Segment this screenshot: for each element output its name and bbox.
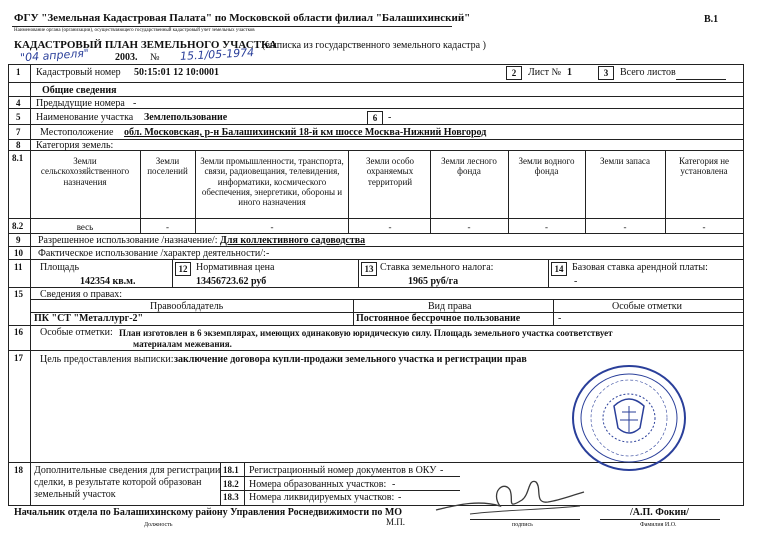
special-notes-label: Особые отметки: (40, 327, 113, 338)
row-9-number: 9 (16, 235, 21, 245)
official-seal-stamp (570, 362, 688, 474)
category-col-water: Земли водного фонда (518, 156, 575, 177)
row-10-number: 10 (14, 248, 23, 258)
row-8-number: 8 (16, 140, 21, 150)
sheet-box-number: 2 (506, 66, 522, 80)
category-value-industry: - (270, 222, 274, 232)
row-18-2-number: 18.2 (223, 479, 239, 489)
category-col-agricultural: Земли сельскохозяйственного назначения (40, 156, 130, 187)
org-name: ФГУ "Земельная Кадастровая Палата" по Московской области филиал "Балашихинский" (14, 12, 471, 24)
sheet-label: Лист № (528, 67, 561, 78)
doc-subtitle: (выписка из государственного земельного кадастра ) (262, 40, 486, 51)
row-line (220, 490, 460, 491)
land-category-label: Категория земель: (36, 140, 114, 151)
row-7-number: 7 (16, 127, 21, 137)
seal-place-mark: М.П. (386, 517, 406, 527)
rent-rate-label: Базовая ставка арендной платы: (572, 262, 708, 273)
col-line (353, 299, 354, 325)
general-info-heading: Общие сведения (42, 85, 117, 96)
area-label: Площадь (40, 262, 79, 273)
row-line (8, 150, 743, 151)
category-col-protected: Земли особо охраняемых территорий (365, 156, 415, 187)
rights-marks-header: Особые отметки (612, 301, 682, 312)
row-18-1-number: 18.1 (223, 465, 239, 475)
row-line (8, 233, 743, 234)
rent-rate-value: - (574, 276, 578, 287)
rights-label: Сведения о правах: (40, 289, 123, 300)
total-box-number: 3 (598, 66, 614, 80)
rights-holder-value: ПК "СТ "Металлург-2" (34, 313, 144, 324)
category-col-undetermined: Категория не установлена (678, 156, 730, 177)
col-line (548, 259, 549, 287)
land-tax-label: Ставка земельного налога: (380, 262, 494, 273)
row-18-3-number: 18.3 (223, 492, 239, 502)
row-line (8, 350, 743, 351)
liquidated-parcels-label: Номера ликвидируемых участков: (249, 492, 395, 503)
okU-registration-label: Регистрационный номер документов в ОКУ (249, 465, 437, 476)
actual-use-value: - (266, 248, 270, 259)
position-caption: Должность (144, 522, 173, 528)
row-line (8, 139, 743, 140)
col-line (665, 150, 666, 233)
category-value-forest: - (467, 222, 471, 232)
category-value-settlements: - (166, 222, 169, 232)
handwritten-date: "04 апреля" (19, 46, 90, 65)
right-type-header: Вид права (428, 301, 472, 312)
parcel-name-value: Землепользование (144, 112, 228, 123)
formed-parcels-value: - (392, 479, 396, 490)
row-line (30, 299, 743, 300)
row-6-box: 6 (367, 111, 383, 125)
additional-info-label-1: Дополнительные сведения для регистрации (34, 465, 221, 476)
row-line (8, 325, 743, 326)
row-8-1-number: 8.1 (12, 153, 24, 163)
doc-no-label: № (150, 52, 160, 63)
handwritten-doc-number: 15.1/05-1974 (179, 46, 255, 63)
normative-price-value: 13456723.62 руб (196, 276, 267, 287)
name-caption: Фамилия И.О. (640, 522, 677, 528)
total-sheets-label: Всего листов (620, 67, 676, 78)
parcel-name-label: Наименование участка (36, 112, 134, 123)
row-line (8, 82, 743, 83)
category-col-forest: Земли лесного фонда (441, 156, 497, 177)
number-column-divider (30, 64, 31, 505)
permitted-use-value: Для коллективного садоводства (220, 235, 366, 246)
row-18-number: 18 (14, 465, 23, 475)
cadastral-number-label: Кадастровый номер (36, 67, 121, 78)
row-line (8, 246, 743, 247)
actual-use-label: Фактическое использование /характер деятельности/: (38, 248, 266, 259)
liquidated-parcels-value: - (398, 492, 402, 503)
formed-parcels-label: Номера образованных участков: (249, 479, 387, 490)
row-14-number: 14 (551, 262, 567, 276)
land-tax-value: 1965 руб/га (408, 276, 459, 287)
row-line (8, 218, 743, 219)
category-value-agricultural: весь (76, 222, 94, 232)
row-4-number: 4 (16, 98, 21, 108)
purpose-label: Цель предоставления выписки: (40, 354, 174, 365)
special-notes-line2: материалам межевания. (133, 339, 232, 349)
rights-marks-value: - (558, 313, 562, 324)
cadastral-number-value: 50:15:01 12 10:0001 (134, 67, 219, 78)
row-line (8, 259, 743, 260)
additional-info-label-3: земельный участок (34, 489, 116, 500)
category-col-settlements: Земли поселений (147, 156, 188, 177)
col-line (244, 462, 245, 505)
name-line (600, 519, 720, 520)
row-13-number: 13 (361, 262, 377, 276)
row-12-number: 12 (175, 262, 191, 276)
category-value-undetermined: - (702, 222, 706, 232)
row-line (8, 96, 743, 97)
col-line (220, 462, 221, 505)
row-5-number: 5 (16, 112, 21, 122)
permitted-use-label: Разрешенное использование /назначение/: (38, 235, 218, 246)
col-line (430, 150, 431, 233)
category-value-protected: - (388, 222, 392, 232)
area-value: 142354 кв.м. (80, 276, 136, 287)
doc-year: 2003. (115, 52, 138, 63)
row-8-2-number: 8.2 (12, 221, 24, 231)
org-underline (12, 26, 452, 27)
row-line (8, 287, 743, 288)
col-line (553, 299, 554, 325)
col-line (358, 259, 359, 287)
col-line (508, 150, 509, 233)
handwritten-signature (430, 470, 590, 522)
sheet-value: 1 (567, 67, 572, 78)
category-col-industry: Земли промышленности, транспорта, связи, радиовещания, телевидения, информатики, космического обеспечения, энергетики, обороны и иного назначения (200, 156, 344, 208)
category-col-reserve: Земли запаса (599, 156, 651, 166)
col-line (172, 259, 173, 287)
location-value: обл. Московская, р-н Балашихинский 18-й км шоссе Москва-Нижний Новгород (124, 127, 487, 138)
okU-registration-value: - (440, 465, 444, 476)
special-notes-line1: План изготовлен в 6 экземплярах, имеющих одинаковую юридическую силу. Площадь земельного участка соответствует (119, 328, 613, 338)
row-11-number: 11 (14, 262, 23, 272)
doc-title: КАДАСТРОВЫЙ ПЛАН ЗЕМЕЛЬНОГО УЧАСТКА (14, 39, 277, 51)
category-value-reserve: - (623, 222, 627, 232)
row-line (220, 476, 460, 477)
official-name: /А.П. Фокин/ (630, 507, 689, 518)
row-16-number: 16 (14, 327, 23, 337)
row-1-number: 1 (16, 67, 21, 77)
form-code: В.1 (704, 14, 719, 25)
location-label: Местоположение (40, 127, 114, 138)
row-6-value: - (388, 112, 392, 123)
col-line (140, 150, 141, 233)
official-position: Начальник отдела по Балашихинскому району Управления Роснедвижимости по МО (14, 507, 403, 518)
rights-holder-header: Правообладатель (150, 301, 224, 312)
normative-price-label: Нормативная цена (196, 262, 275, 273)
col-line (195, 150, 196, 233)
org-caption: Наименование органа (организации), осуществляющего государственный кадастровый учет земельных участков (14, 28, 255, 33)
signature-caption: подпись (512, 522, 533, 528)
row-17-number: 17 (14, 353, 23, 363)
row-15-number: 15 (14, 289, 23, 299)
purpose-value: заключение договора купли-продажи земельного участка и регистрации прав (174, 354, 527, 365)
right-type-value: Постоянное бессрочное пользование (356, 313, 521, 324)
additional-info-label-2: сделки, в результате которой образован (34, 477, 202, 488)
category-value-water: - (545, 222, 548, 232)
total-sheets-blank (676, 79, 726, 80)
previous-numbers-label: Предыдущие номера (36, 98, 125, 109)
col-line (585, 150, 586, 233)
col-line (348, 150, 349, 233)
signature-line (470, 519, 580, 520)
previous-numbers-value: - (133, 98, 137, 109)
